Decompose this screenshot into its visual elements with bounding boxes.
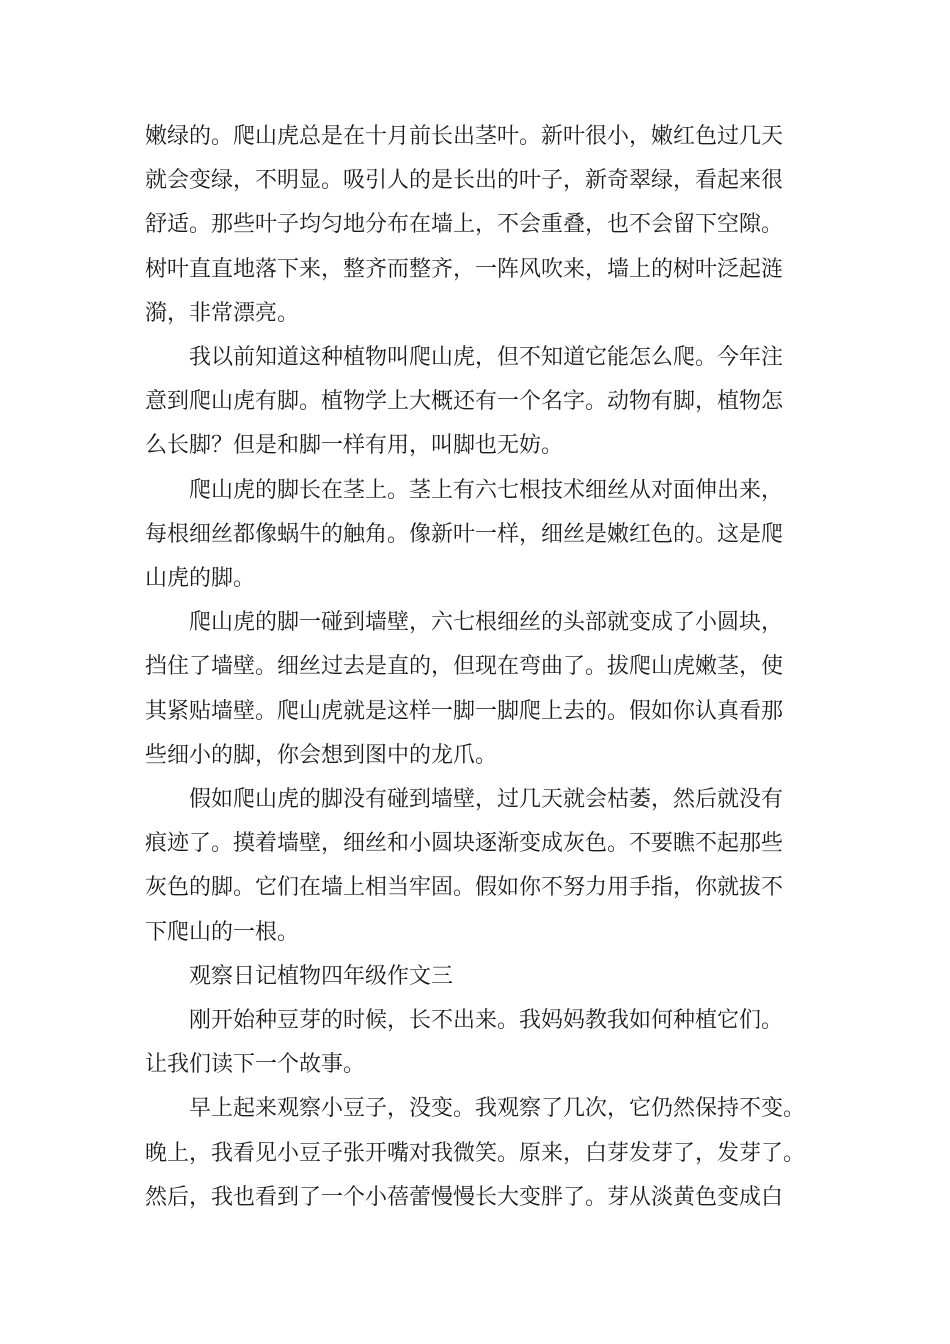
- text-line: 我以前知道这种植物叫爬山虎，但不知道它能怎么爬。今年注: [189, 345, 784, 371]
- text-line: 漪，非常漂亮。: [145, 300, 300, 326]
- text-line: 晚上，我看见小豆子张开嘴对我微笑。原来，白芽发芽了，发芽了。: [145, 1140, 806, 1166]
- section-heading: [145, 955, 810, 999]
- document-body: [145, 115, 810, 1220]
- heading-text: 观察日记植物四年级作文三: [189, 963, 454, 989]
- text-line: 挡住了墙壁。细丝过去是直的，但现在弯曲了。拔爬山虎嫩茎，使: [145, 654, 784, 680]
- paragraph-1: [145, 115, 810, 336]
- paragraph-5: [145, 778, 810, 955]
- text-line: 早上起来观察小豆子，没变。我观察了几次，它仍然保持不变。: [189, 1096, 806, 1122]
- text-line: 爬山虎的脚长在茎上。茎上有六七根技术细丝从对面伸出来，: [189, 477, 784, 503]
- paragraph-6: [145, 999, 810, 1087]
- text-line: 每根细丝都像蜗牛的触角。像新叶一样，细丝是嫩红色的。这是爬: [145, 521, 784, 547]
- paragraph-4: [145, 601, 810, 778]
- text-line: 下爬山的一根。: [145, 919, 300, 945]
- text-line: 嫩绿的。爬山虎总是在十月前长出茎叶。新叶很小，嫩红色过几天: [145, 124, 784, 149]
- text-line: 山虎的脚。: [145, 566, 256, 592]
- text-line: 爬山虎的脚一碰到墙壁，六七根细丝的头部就变成了小圆块，: [189, 610, 784, 636]
- text-line: 些细小的脚，你会想到图中的龙爪。: [145, 742, 498, 768]
- text-line: 么长脚？但是和脚一样有用，叫脚也无妨。: [145, 433, 564, 459]
- text-line: 让我们读下一个故事。: [145, 1052, 366, 1078]
- text-line no-indent: 意到爬山虎有脚。植物学上大概还有一个名字。动物有脚，植物怎: [145, 389, 784, 415]
- text-line: 刚开始种豆芽的时候，长不出来。我妈妈教我如何种植它们。: [189, 1008, 784, 1034]
- text-line: 痕迹了。摸着墙壁，细丝和小圆块逐渐变成灰色。不要瞧不起那些: [145, 831, 784, 857]
- text-line: 假如爬山虎的脚没有碰到墙壁，过几天就会枯萎，然后就没有: [189, 787, 784, 813]
- text-line: 舒适。那些叶子均匀地分布在墙上，不会重叠，也不会留下空隙。: [145, 212, 784, 238]
- paragraph-2: [145, 336, 810, 469]
- text-line: 树叶直直地落下来，整齐而整齐，一阵风吹来，墙上的树叶泛起涟: [145, 256, 784, 282]
- paragraph-3: [145, 469, 810, 602]
- text-line: 灰色的脚。它们在墙上相当牢固。假如你不努力用手指，你就拔不: [145, 875, 784, 901]
- text-line: 然后，我也看到了一个小蓓蕾慢慢长大变胖了。芽从淡黄色变成白: [145, 1184, 784, 1210]
- text-line: 其紧贴墙壁。爬山虎就是这样一脚一脚爬上去的。假如你认真看那: [145, 698, 784, 724]
- paragraph-7: [145, 1087, 810, 1220]
- text-line: 就会变绿，不明显。吸引人的是长出的叶子，新奇翠绿，看起来很: [145, 168, 784, 194]
